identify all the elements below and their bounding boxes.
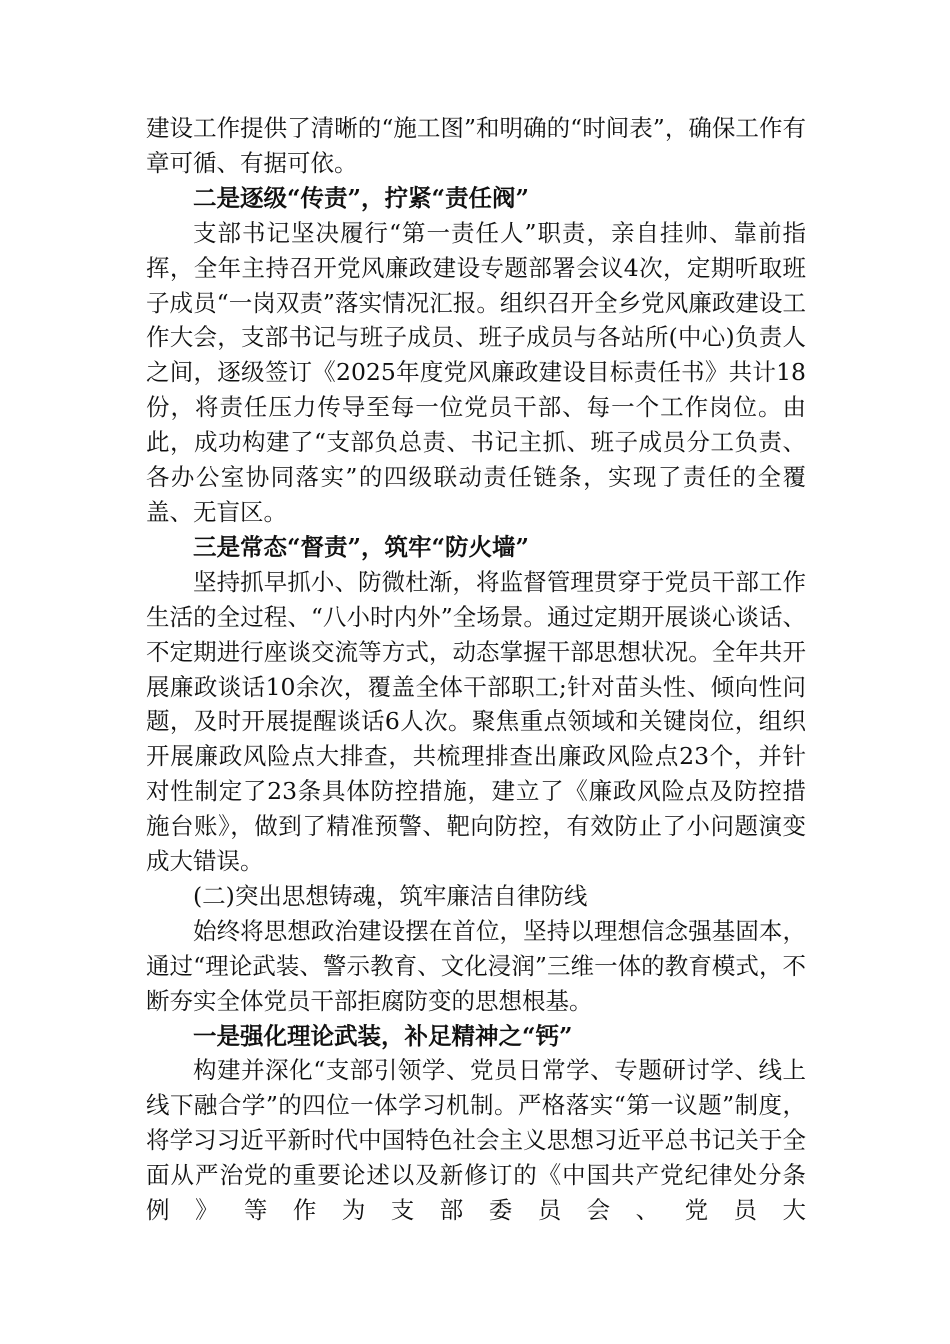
paragraph-theory-armament: 构建并深化“支部引领学、党员日常学、专题研讨学、线上线下融合学”的四位一体学习机制。严格落实“第一议题”制度，将学习习近平新时代中国特色社会主义思想习近平总书记关于全面从严治党的重要论述以及新修订的《中国共产党纪律处分条例》等作为支部委员会、党员大	[146, 1056, 806, 1225]
paragraph-pass-responsibility: 支部书记坚决履行“第一责任人”职责，亲自挂帅、靠前指挥，全年主持召开党风廉政建设专题部署会议4次，定期听取班子成员“一岗双责”落实情况汇报。组织召开全乡党风廉政建设工作大会，支部书记与班子成员、班子成员与各站所(中心)负责人之间，逐级签订《2025年度党风廉政建设目标责任书》共计18份，将责任压力传导至每一位党员干部、每一个工作岗位。由此，成功构建了“支部负总责、书记主抓、班子成员分工负责、各办公室协同落实”的四级联动责任链条，实现了责任的全覆盖、无盲区。	[146, 218, 806, 526]
heading-pass-responsibility: 二是逐级“传责”，拧紧“责任阀”	[193, 183, 530, 212]
heading-theory-armament: 一是强化理论武装，补足精神之“钙”	[193, 1021, 573, 1050]
paragraph-continuation: 建设工作提供了清晰的“施工图”和明确的“时间表”，确保工作有章可循、有据可依。	[146, 114, 806, 177]
section-heading-ideology: (二)突出思想铸魂，筑牢廉洁自律防线	[193, 881, 588, 910]
document-page	[146, 111, 806, 1228]
paragraph-ideology: 始终将思想政治建设摆在首位，坚持以理想信念强基固本，通过“理论武装、警示教育、文化浸润”三维一体的教育模式，不断夯实全体党员干部拒腐防变的思想根基。	[146, 916, 806, 1015]
heading-supervise-responsibility: 三是常态“督责”，筑牢“防火墙”	[193, 532, 530, 561]
paragraph-supervise-responsibility: 坚持抓早抓小、防微杜渐，将监督管理贯穿于党员干部工作生活的全过程、“八小时内外”全场景。通过定期开展谈心谈话、不定期进行座谈交流等方式，动态掌握干部思想状况。全年共开展廉政谈话10余次，覆盖全体干部职工;针对苗头性、倾向性问题，及时开展提醒谈话6人次。聚焦重点领域和关键岗位，组织开展廉政风险点大排查，共梳理排查出廉政风险点23个，并针对性制定了23条具体防控措施，建立了《廉政风险点及防控措施台账》，做到了精准预警、靶向防控，有效防止了小问题演变成大错误。	[146, 567, 806, 876]
